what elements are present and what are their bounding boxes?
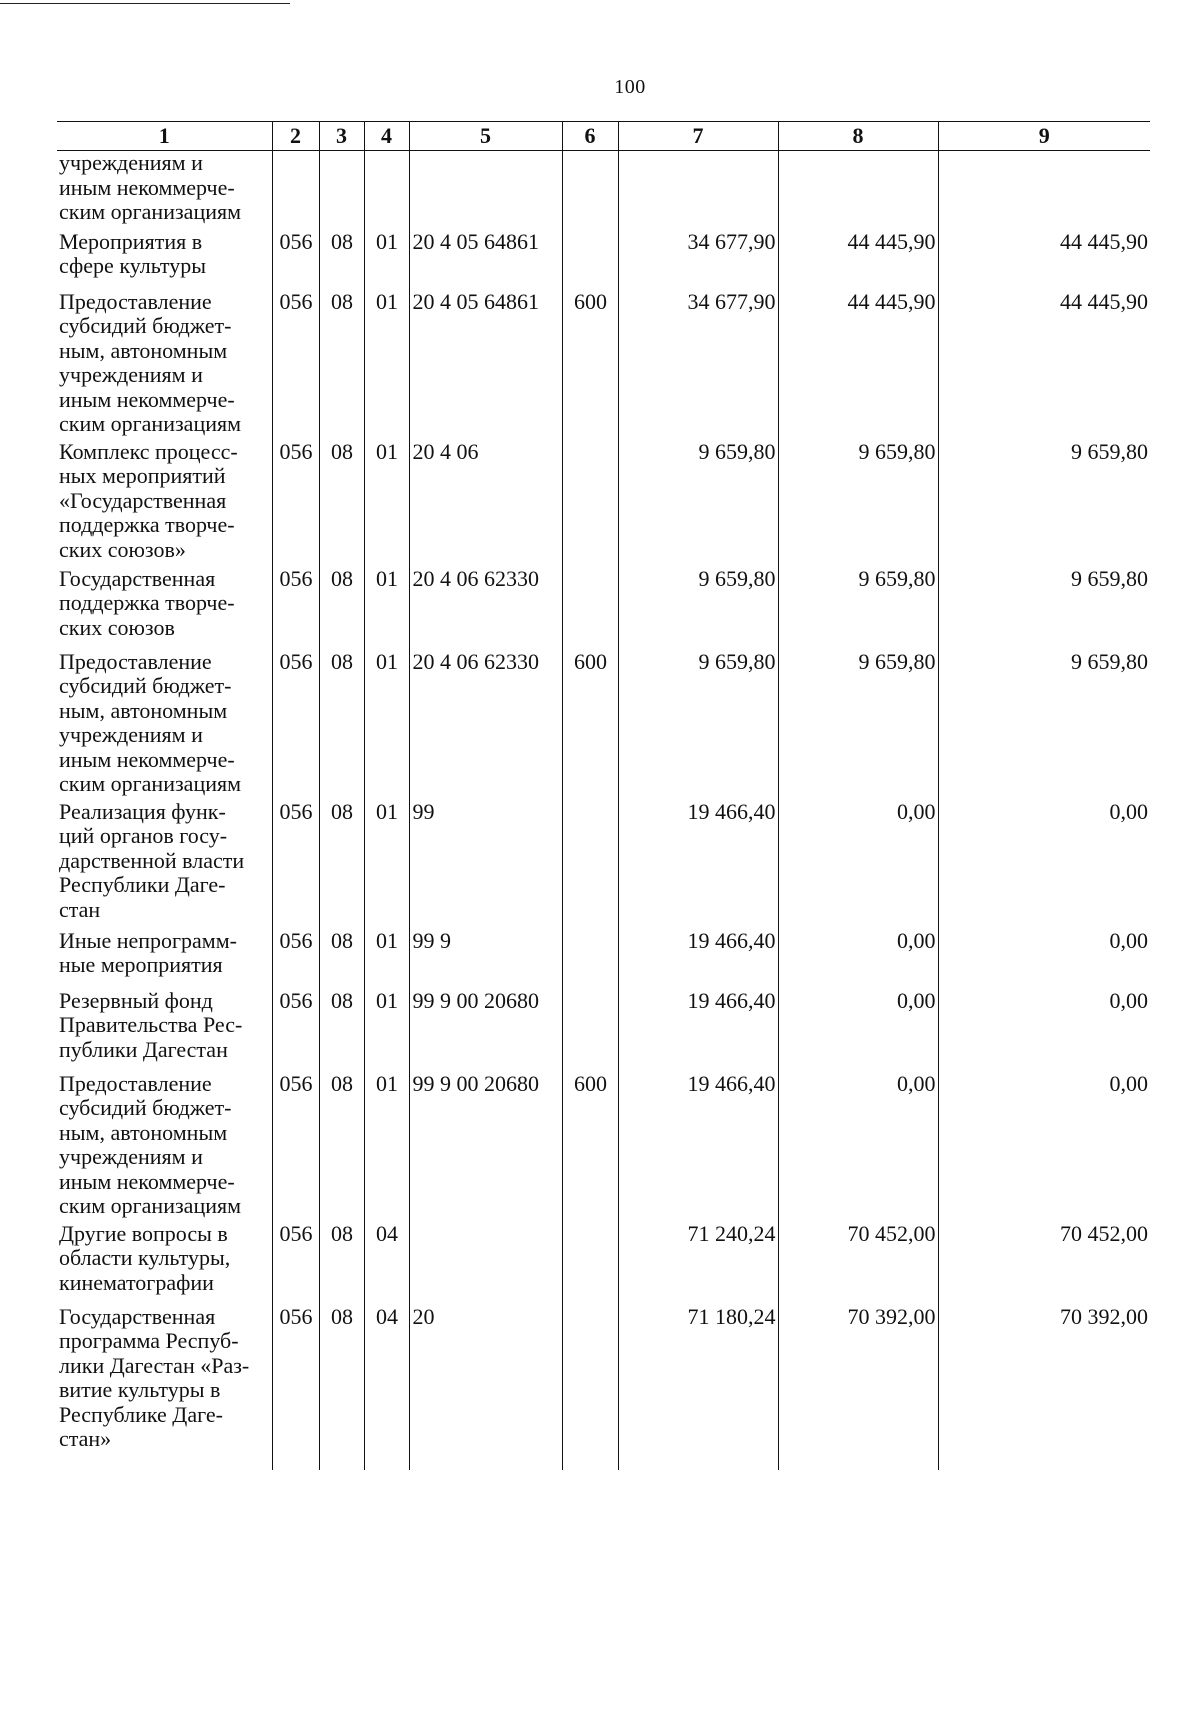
table-cell-c5: 20 4 06 62330 [409,567,562,650]
table-cell-c5: 99 9 00 20680 [409,989,562,1072]
table-cell-c9 [938,151,1150,230]
table-cell-c6 [562,151,618,230]
table-cell-c8: 9 659,80 [778,567,938,650]
table-cell-c5: 20 4 06 [409,440,562,567]
table-row [57,650,1150,800]
table-cell-c6 [562,989,618,1072]
table-cell-name [57,1222,272,1305]
table-cell-c6 [562,230,618,290]
header-cell: 7 [618,122,778,151]
table-cell-c4: 01 [364,929,409,989]
table-cell-c2: 056 [272,1305,319,1470]
table-cell-name [57,440,272,567]
header-cell: 3 [319,122,364,151]
budget-table [57,121,1150,1470]
table-cell-c5 [409,1222,562,1305]
table-row [57,440,1150,567]
header-cell: 8 [778,122,938,151]
table-cell-c8: 44 445,90 [778,290,938,440]
table-cell-c8: 0,00 [778,1072,938,1222]
table-cell-c8: 70 452,00 [778,1222,938,1305]
row-name-text: Государственная программа Респуб- лики Дагестан «Раз- витие культуры в Республике Даге- стан» [59,1303,250,1451]
table-cell-c5: 20 4 06 62330 [409,650,562,800]
header-cell: 5 [409,122,562,151]
table-row [57,230,1150,290]
table-cell-c4: 01 [364,650,409,800]
table-cell-c9: 9 659,80 [938,440,1150,567]
table-cell-c6 [562,929,618,989]
table-cell-c6 [562,1305,618,1470]
table-cell-c4 [364,151,409,230]
table-cell-c2: 056 [272,290,319,440]
table-cell-c4: 01 [364,1072,409,1222]
top-rule [0,3,290,4]
table-cell-c7: 34 677,90 [618,290,778,440]
table-cell-c6 [562,440,618,567]
table-row [57,989,1150,1072]
table-cell-c6: 600 [562,290,618,440]
table-row [57,1222,1150,1305]
row-name-text: учреждениям и иным некоммерче- ским организациям [59,150,242,224]
row-name-text: Комплекс процесс- ных мероприятий «Государственная поддержка творче- ских союзов» [59,438,238,562]
table-cell-c4: 04 [364,1222,409,1305]
table-cell-c5: 20 4 05 64861 [409,230,562,290]
table-cell-c7: 9 659,80 [618,567,778,650]
table-cell-c7: 19 466,40 [618,989,778,1072]
table-cell-c3: 08 [319,1072,364,1222]
row-name-text: Государственная поддержка творче- ских союзов [59,565,235,640]
table-cell-c9: 44 445,90 [938,290,1150,440]
table-cell-c5 [409,151,562,230]
table-cell-c6: 600 [562,650,618,800]
table-cell-c2: 056 [272,1072,319,1222]
table-cell-name [57,567,272,650]
table-cell-c9: 0,00 [938,989,1150,1072]
table-cell-c8: 0,00 [778,929,938,989]
table-cell-c4: 01 [364,567,409,650]
header-cell: 9 [938,122,1150,151]
table-cell-c7: 9 659,80 [618,440,778,567]
table-cell-c2: 056 [272,567,319,650]
table-cell-c7: 71 240,24 [618,1222,778,1305]
header-cell: 4 [364,122,409,151]
table-cell-c9: 0,00 [938,800,1150,929]
row-name-text: Другие вопросы в области культуры, кинематографии [59,1220,231,1295]
table-cell-c8: 44 445,90 [778,230,938,290]
table-cell-name [57,230,272,290]
table-cell-c6 [562,567,618,650]
table-cell-c2: 056 [272,650,319,800]
table-cell-c9: 70 392,00 [938,1305,1150,1470]
table-cell-c5: 99 [409,800,562,929]
table-cell-c4: 01 [364,230,409,290]
table-cell-c3: 08 [319,1222,364,1305]
table-cell-c2 [272,151,319,230]
row-name-text: Мероприятия в сфере культуры [59,228,207,278]
row-name-text: Предоставление субсидий бюджет- ным, автономным учреждениям и иным некоммерче- ским организациям [59,288,242,436]
row-name-text: Предоставление субсидий бюджет- ным, автономным учреждениям и иным некоммерче- ским организациям [59,1070,242,1218]
table-header-row [57,122,1150,151]
table-cell-c4: 01 [364,800,409,929]
table-cell-c9: 44 445,90 [938,230,1150,290]
table-cell-c5: 99 9 00 20680 [409,1072,562,1222]
table-cell-c3: 08 [319,440,364,567]
table-cell-name [57,151,272,230]
table-cell-c2: 056 [272,440,319,567]
table-cell-c2: 056 [272,230,319,290]
table-cell-name [57,800,272,929]
table-cell-name [57,929,272,989]
table-cell-c3: 08 [319,290,364,440]
table-cell-c9: 9 659,80 [938,650,1150,800]
table-cell-c3: 08 [319,567,364,650]
table-cell-c9: 0,00 [938,929,1150,989]
table-cell-c2: 056 [272,929,319,989]
table-cell-c8: 9 659,80 [778,650,938,800]
table-cell-c6 [562,800,618,929]
table-cell-c4: 01 [364,989,409,1072]
table-cell-c2: 056 [272,800,319,929]
table-cell-name [57,650,272,800]
row-name-text: Резервный фонд Правительства Рес- публики Дагестан [59,987,243,1062]
table-cell-c3: 08 [319,1305,364,1470]
table-cell-c5: 20 4 05 64861 [409,290,562,440]
table-cell-c7: 34 677,90 [618,230,778,290]
table-cell-c3: 08 [319,800,364,929]
header-cell: 1 [57,122,272,151]
table-cell-c2: 056 [272,1222,319,1305]
table-row [57,800,1150,929]
table-cell-name [57,1305,272,1470]
table-cell-c6 [562,1222,618,1305]
header-cell: 6 [562,122,618,151]
table-cell-c8 [778,151,938,230]
table-cell-c8: 9 659,80 [778,440,938,567]
table-cell-c6: 600 [562,1072,618,1222]
table-row [57,567,1150,650]
table-cell-c9: 0,00 [938,1072,1150,1222]
table-cell-c3: 08 [319,230,364,290]
table-cell-c8: 70 392,00 [778,1305,938,1470]
table-cell-c9: 9 659,80 [938,567,1150,650]
header-cell: 2 [272,122,319,151]
table-cell-c7: 19 466,40 [618,1072,778,1222]
table-cell-name [57,1072,272,1222]
table-cell-name [57,989,272,1072]
table-cell-c3: 08 [319,650,364,800]
table-cell-c5: 20 [409,1305,562,1470]
row-name-text: Иные непрограмм- ные мероприятия [59,927,237,977]
table-row [57,1072,1150,1222]
table-row [57,1305,1150,1470]
table-cell-c4: 01 [364,290,409,440]
table-cell-c3 [319,151,364,230]
table-cell-c4: 04 [364,1305,409,1470]
table-row [57,290,1150,440]
table-cell-c7: 71 180,24 [618,1305,778,1470]
table-body [57,151,1150,1470]
page-number: 100 [614,76,646,98]
table-cell-c3: 08 [319,989,364,1072]
table-cell-c7: 19 466,40 [618,800,778,929]
table-cell-c7: 9 659,80 [618,650,778,800]
table-cell-c5: 99 9 [409,929,562,989]
table-cell-c4: 01 [364,440,409,567]
row-name-text: Реализация функ- ций органов госу- дарственной власти Республики Даге- стан [59,798,245,922]
table-cell-c7: 19 466,40 [618,929,778,989]
table-row [57,929,1150,989]
table-cell-c7 [618,151,778,230]
table-cell-c3: 08 [319,929,364,989]
row-name-text: Предоставление субсидий бюджет- ным, автономным учреждениям и иным некоммерче- ским организациям [59,648,242,796]
table-cell-c8: 0,00 [778,989,938,1072]
table-cell-c9: 70 452,00 [938,1222,1150,1305]
table-cell-c2: 056 [272,989,319,1072]
table-cell-name [57,290,272,440]
table-row [57,151,1150,230]
table-cell-c8: 0,00 [778,800,938,929]
